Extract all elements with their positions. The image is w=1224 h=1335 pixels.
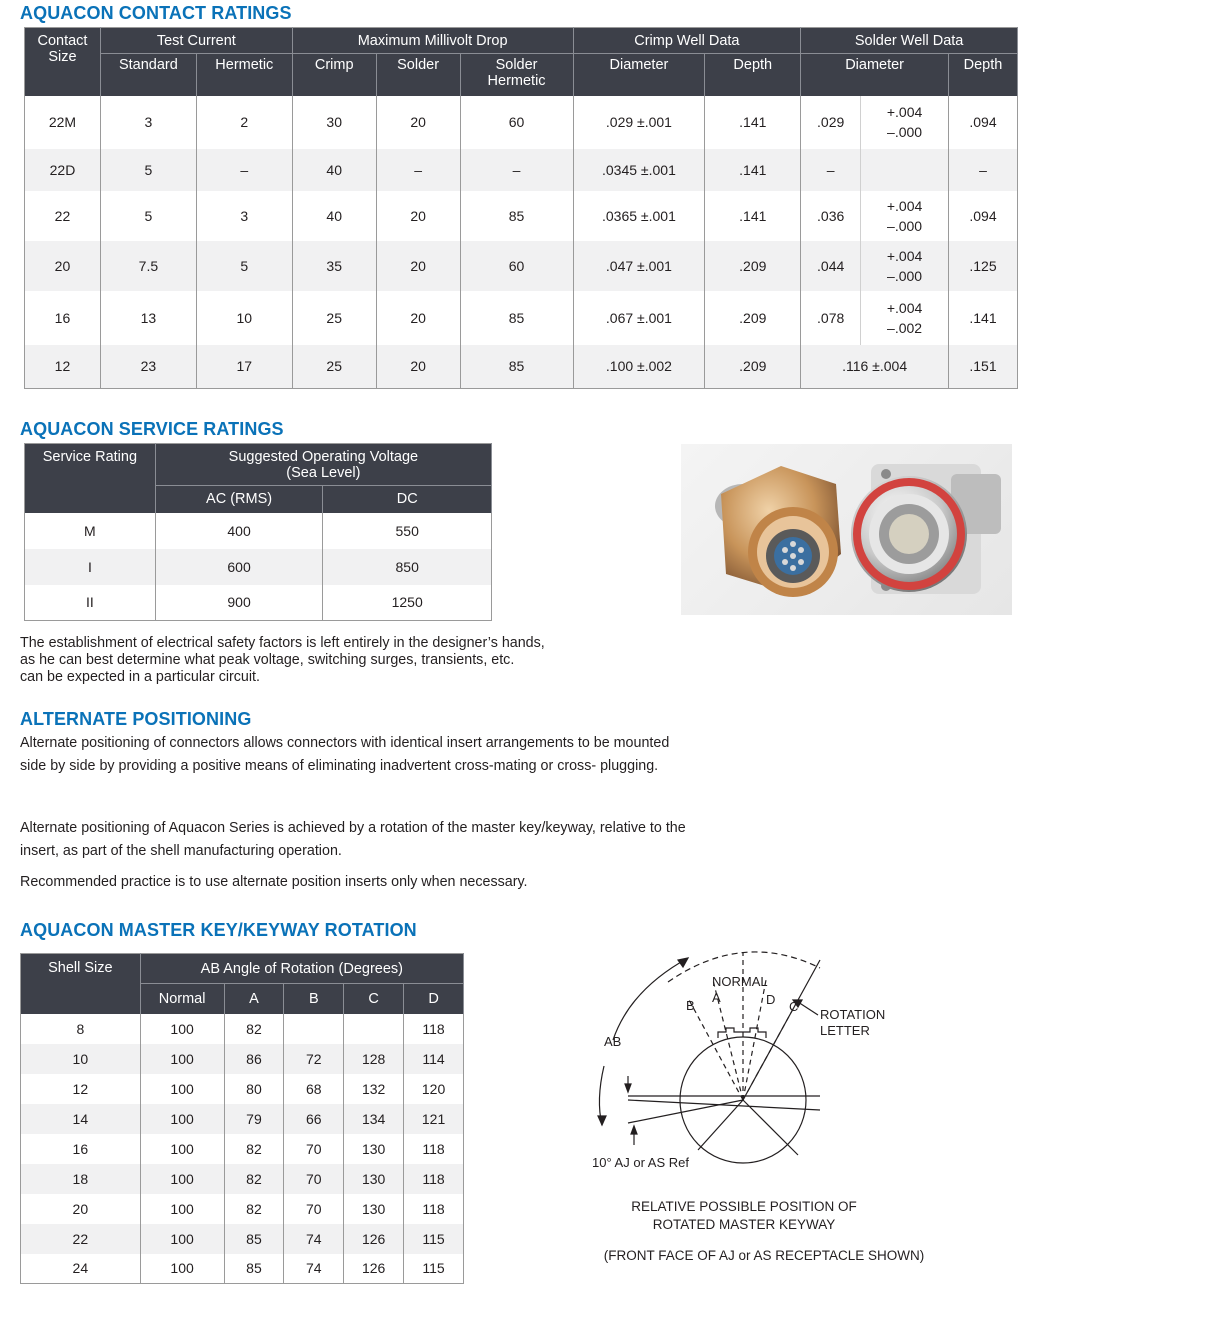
- header-suggested-voltage: Suggested Operating Voltage (Sea Level): [155, 444, 491, 486]
- contact-ratings-table: [24, 27, 1018, 389]
- connector-product-photo: [681, 444, 1012, 615]
- header-solder-diameter: Diameter: [801, 54, 949, 96]
- header-solder-hermetic: Solder Hermetic: [460, 54, 573, 96]
- table-row: 24 100 85 74 126 115: [21, 1254, 464, 1284]
- table-row: 16 100 82 70 130 118: [21, 1134, 464, 1164]
- header-d: D: [404, 984, 464, 1014]
- header-ac: AC (RMS): [155, 486, 323, 513]
- header-solder: Solder: [376, 54, 460, 96]
- label-rotation-1: ROTATION: [820, 1007, 886, 1022]
- header-crimp-well: Crimp Well Data: [573, 28, 801, 54]
- header-test-current: Test Current: [100, 28, 292, 54]
- header-standard: Standard: [100, 54, 196, 96]
- service-ratings-title: AQUACON SERVICE RATINGS: [20, 419, 284, 439]
- header-shell-size: Shell Size: [21, 954, 141, 1014]
- header-hermetic: Hermetic: [196, 54, 292, 96]
- table-row: 12 23 17 25 20 85 .100 ±.002 .209 .116 ±.004 .151: [25, 345, 1018, 389]
- header-contact-size: Contact Size: [25, 28, 101, 96]
- header-max-millivolt-drop: Maximum Millivolt Drop: [292, 28, 573, 54]
- table-row: 8 100 82 118: [21, 1014, 464, 1044]
- table-row: 14 100 79 66 134 121: [21, 1104, 464, 1134]
- safety-note: The establishment of electrical safety factors is left entirely in the designer’s hands, as he can best determine what peak voltage, switching surges, transients, etc. can be expected in a particular circuit.: [20, 635, 545, 685]
- table-row: II 900 1250: [25, 585, 492, 621]
- label-d: D: [766, 992, 776, 1007]
- table-row: 22M 3 2 30 20 60 .029 ±.001 .141 .029 +.004 –.000 .094: [25, 96, 1018, 149]
- header-crimp-diameter: Diameter: [573, 54, 705, 96]
- header-solder-depth: Depth: [949, 54, 1018, 96]
- ab-arc: [613, 958, 688, 1040]
- service-ratings-table: [24, 443, 492, 621]
- alternate-positioning-para3: Recommended practice is to use alternate position inserts only when necessary.: [20, 874, 528, 890]
- table-row: 20 100 82 70 130 118: [21, 1194, 464, 1224]
- alternate-positioning-para1: Alternate positioning of connectors allows connectors with identical insert arrangements to be mounted side by side by providing a positive means of eliminating inadvertent cross-mating or cross- plugging.: [20, 735, 670, 774]
- table-row: M 400 550: [25, 513, 492, 549]
- label-rotation-2: LETTER: [820, 1023, 870, 1038]
- table-row: 22D 5 – 40 – – .0345 ±.001 .141 – –: [25, 149, 1018, 191]
- label-a: A: [712, 990, 721, 1005]
- table-row: 20 7.5 5 35 20 60 .047 ±.001 .209 .044 +.004 –.000 .125: [25, 241, 1018, 291]
- table-row: I 600 850: [25, 549, 492, 585]
- header-b: B: [284, 984, 344, 1014]
- table-row: 12 100 80 68 132 120: [21, 1074, 464, 1104]
- table-row: 22 100 85 74 126 115: [21, 1224, 464, 1254]
- alternate-positioning-para2: Alternate positioning of Aquacon Series is achieved by a rotation of the master key/keyway, relative to the insert, as part of the shell manufacturing operation.: [20, 820, 686, 859]
- key-rotation-title: AQUACON MASTER KEY/KEYWAY ROTATION: [20, 920, 417, 940]
- label-ref: 10° AJ or AS Ref: [592, 1155, 689, 1170]
- table-row: 18 100 82 70 130 118: [21, 1164, 464, 1194]
- header-dc: DC: [323, 486, 492, 513]
- header-service-rating: Service Rating: [25, 444, 156, 513]
- contact-ratings-title: AQUACON CONTACT RATINGS: [20, 3, 292, 23]
- header-solder-well: Solder Well Data: [801, 28, 1018, 54]
- table-row: 16 13 10 25 20 85 .067 ±.001 .209 .078 +.004 –.002 .141: [25, 291, 1018, 345]
- diagram-caption-2: ROTATED MASTER KEYWAY: [652, 1217, 836, 1232]
- key-rotation-table: [20, 953, 464, 1284]
- header-ab-angle: AB Angle of Rotation (Degrees): [140, 954, 463, 984]
- table-row: 10 100 86 72 128 114: [21, 1044, 464, 1074]
- label-normal: NORMAL: [712, 974, 768, 989]
- diagram-caption-3: (FRONT FACE OF AJ or AS RECEPTACLE SHOWN): [603, 1248, 925, 1263]
- header-crimp: Crimp: [292, 54, 376, 96]
- label-c: C: [789, 999, 799, 1014]
- keyway-rotation-diagram: [588, 940, 908, 1180]
- header-c: C: [344, 984, 404, 1014]
- header-normal: Normal: [140, 984, 224, 1014]
- header-crimp-depth: Depth: [705, 54, 801, 96]
- label-b: B: [686, 998, 695, 1013]
- header-a: A: [224, 984, 284, 1014]
- label-ab: AB: [604, 1034, 622, 1049]
- diagram-caption-1: RELATIVE POSSIBLE POSITION OF: [631, 1199, 857, 1214]
- alternate-positioning-title: ALTERNATE POSITIONING: [20, 709, 252, 729]
- table-row: 22 5 3 40 20 85 .0365 ±.001 .141 .036 +.004 –.000 .094: [25, 191, 1018, 241]
